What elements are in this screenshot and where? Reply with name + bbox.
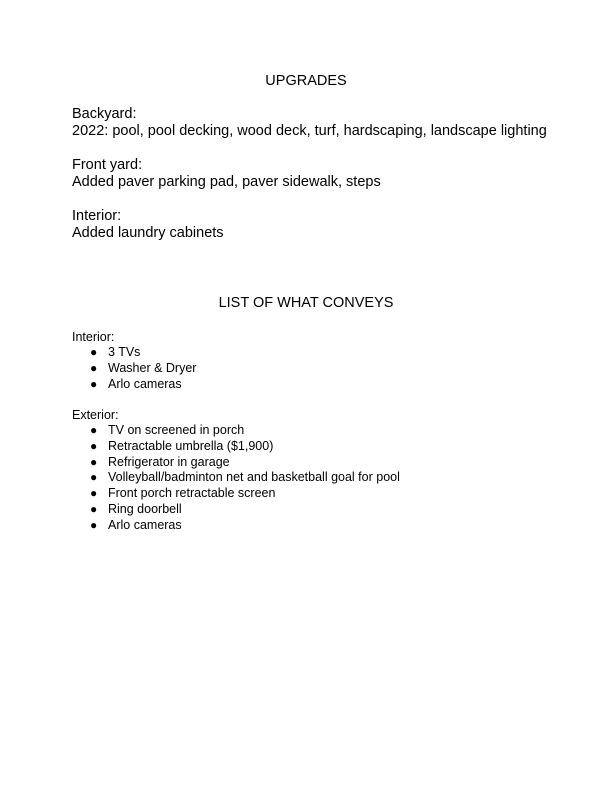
interior-upgrades-text: Added laundry cabinets: [72, 225, 224, 241]
upgrades-title: UPGRADES: [265, 73, 347, 89]
list-item: [72, 423, 400, 439]
bullet-icon: ●: [90, 454, 98, 469]
list-item: [72, 361, 196, 377]
list-item-text: Arlo cameras: [108, 517, 182, 532]
backyard-section: [72, 106, 547, 140]
list-item: [72, 377, 196, 393]
front-yard-heading: Front yard:: [72, 157, 143, 173]
backyard-text: 2022: pool, pool decking, wood deck, turf, hardscaping, landscape lighting: [72, 123, 547, 139]
conveys-exterior-list: [72, 423, 400, 534]
bullet-icon: ●: [90, 423, 98, 437]
bullet-icon: ●: [90, 517, 98, 532]
bullet-icon: ●: [90, 360, 98, 375]
conveys-interior-section: [72, 329, 196, 392]
conveys-interior-list: [72, 345, 196, 392]
list-item: [72, 455, 400, 471]
conveys-exterior-heading: Exterior:: [72, 408, 119, 422]
interior-upgrades-heading: Interior:: [72, 208, 122, 224]
bullet-icon: ●: [90, 345, 98, 359]
list-item: [72, 470, 400, 486]
list-item-text: Ring doorbell: [108, 501, 182, 516]
bullet-icon: ●: [90, 438, 98, 453]
list-item-text: Retractable umbrella ($1,900): [108, 438, 274, 453]
bullet-icon: ●: [90, 470, 98, 485]
list-item-text: TV on screened in porch: [108, 423, 245, 437]
bullet-icon: ●: [90, 486, 98, 501]
list-item-text: Washer & Dryer: [108, 360, 197, 375]
list-item: [72, 502, 400, 518]
list-item-text: 3 TVs: [108, 345, 141, 359]
conveys-title: LIST OF WHAT CONVEYS: [218, 295, 394, 311]
bullet-icon: ●: [90, 376, 98, 391]
conveys-interior-heading: Interior:: [72, 330, 115, 344]
list-item-text: Front porch retractable screen: [108, 486, 276, 501]
bullet-icon: ●: [90, 501, 98, 516]
list-item: [72, 486, 400, 502]
front-yard-section: [72, 157, 381, 191]
backyard-heading: Backyard:: [72, 106, 137, 122]
list-item-text: Arlo cameras: [108, 376, 182, 391]
interior-upgrades-section: [72, 208, 224, 242]
list-item: [72, 518, 400, 534]
list-item: [72, 439, 400, 455]
list-item-text: Refrigerator in garage: [108, 454, 230, 469]
conveys-exterior-section: [72, 407, 400, 534]
list-item-text: Volleyball/badminton net and basketball goal for pool: [108, 470, 400, 485]
front-yard-text: Added paver parking pad, paver sidewalk, steps: [72, 174, 381, 190]
list-item: [72, 345, 196, 361]
